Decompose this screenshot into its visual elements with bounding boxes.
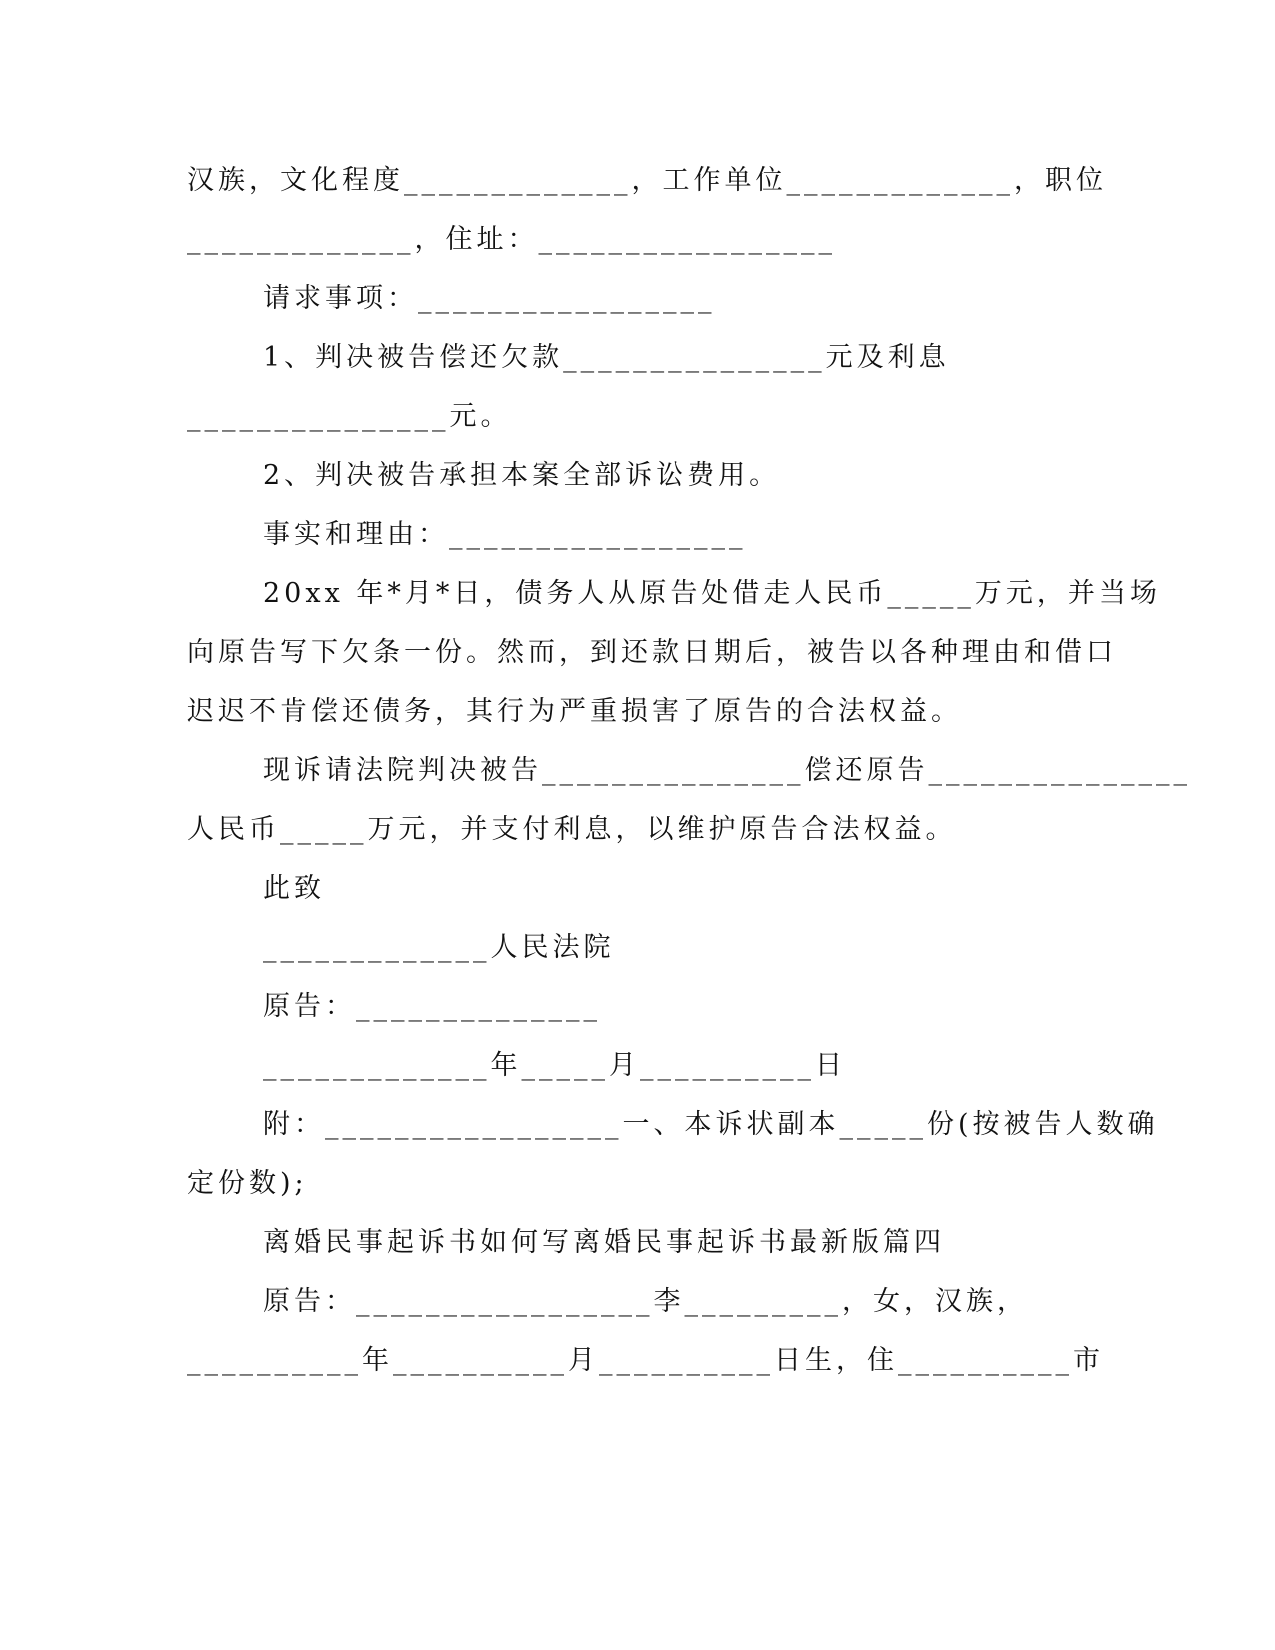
text-line: __________年__________月__________日生，住__________市 — [187, 1345, 1104, 1376]
text-line: 原告：_________________李_________，女，汉族， — [263, 1286, 1028, 1317]
text-line: 定份数); — [187, 1168, 308, 1199]
text-line: 人民币_____万元，并支付利息，以维护原告合法权益。 — [187, 814, 957, 845]
text-line: 原告：______________ — [263, 991, 601, 1022]
text-line: 20xx 年*月*日，债务人从原告处借走人民币_____万元，并当场 — [263, 578, 1161, 609]
section-heading: 离婚民事起诉书如何写离婚民事起诉书最新版篇四 — [263, 1227, 945, 1258]
text-line: 向原告写下欠条一份。然而，到还款日期后，被告以各种理由和借口 — [187, 637, 1117, 668]
text-line: 附：_________________一、本诉状副本_____份(按被告人数确 — [263, 1109, 1159, 1140]
text-line: 迟迟不肯偿还债务，其行为严重损害了原告的合法权益。 — [187, 696, 962, 727]
text-line: 汉族，文化程度_____________，工作单位_____________，职位 — [187, 165, 1107, 196]
text-line: 1、判决被告偿还欠款_______________元及利息 — [263, 342, 950, 373]
text-line: 2、判决被告承担本案全部诉讼费用。 — [263, 460, 781, 491]
text-line: _____________人民法院 — [263, 932, 615, 963]
text-line: 请求事项：_________________ — [263, 283, 716, 314]
text-line: _______________元。 — [187, 401, 512, 432]
text-line: 现诉请法院判决被告_______________偿还原告_______________ — [263, 755, 1191, 786]
text-line: 此致 — [263, 873, 325, 904]
text-line: _____________，住址：_________________ — [187, 224, 836, 255]
text-line: 事实和理由：_________________ — [263, 519, 747, 550]
text-line: _____________年_____月__________日 — [263, 1050, 846, 1081]
